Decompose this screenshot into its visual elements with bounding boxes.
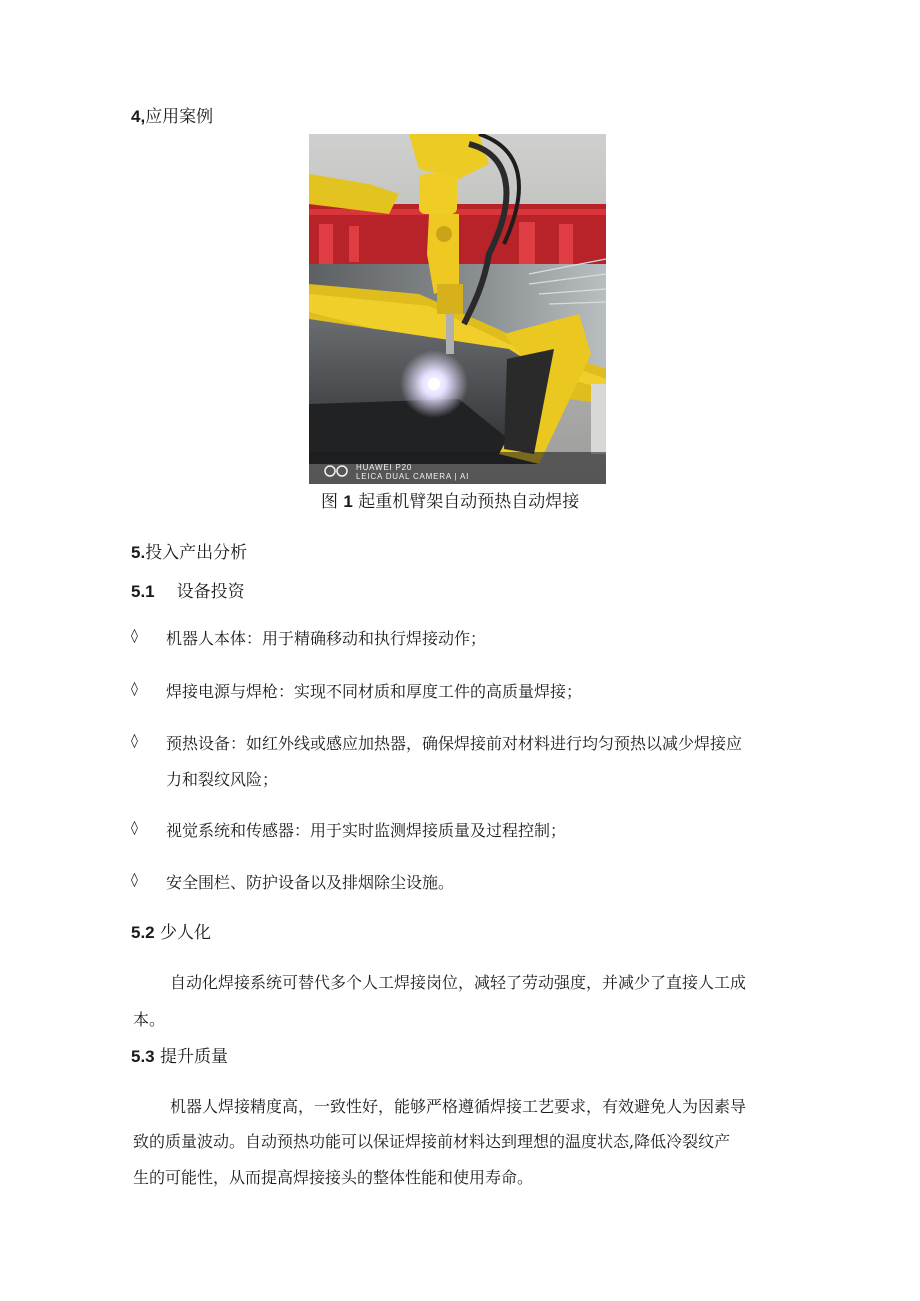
list-item: 安全围栏、防护设备以及排烟除尘设施。: [166, 873, 455, 892]
section-title: 设备投资: [176, 582, 245, 602]
section-title: 少人化: [160, 923, 212, 943]
figure-caption: [321, 487, 579, 512]
caption-text: 起重机臂架自动预热自动焊接: [358, 492, 580, 512]
section-number: 4,: [131, 107, 146, 126]
section-number: 5.: [131, 543, 146, 562]
section-5-2-heading: [131, 918, 211, 943]
section-5-1-heading: [131, 577, 245, 602]
bullet-icon: ◊: [131, 628, 138, 644]
list-item-continuation: 力和裂纹风险；: [166, 770, 279, 789]
section-title: 投入产出分析: [145, 543, 248, 563]
watermark-line-2: LEICA DUAL CAMERA | AI: [356, 472, 470, 481]
caption-prefix: 图: [321, 492, 338, 512]
section-5-heading: [131, 538, 247, 563]
section-number: 5.1: [131, 582, 155, 601]
list-item: 预热设备：如红外线或感应加热器，确保焊接前对材料进行均匀预热以减少焊接应: [166, 734, 743, 753]
section-4-heading: [131, 102, 213, 127]
paragraph-line: 自动化焊接系统可替代多个人工焊接岗位，减轻了劳动强度，并减少了直接人工成: [170, 973, 747, 992]
paragraph-line: 致的质量波动。自动预热功能可以保证焊接前材料达到理想的温度状态,降低冷裂纹产: [133, 1132, 731, 1151]
section-title: 应用案例: [145, 107, 214, 127]
robot-welding-illustration: [309, 134, 606, 484]
caption-number: 1: [343, 492, 353, 511]
paragraph-line: 本。: [133, 1010, 166, 1029]
figure-photo-welding-robot: [309, 134, 606, 484]
bullet-icon: ◊: [131, 820, 138, 836]
section-5-3-heading: [131, 1042, 228, 1067]
section-title: 提升质量: [160, 1047, 229, 1067]
list-item: 机器人本体：用于精确移动和执行焊接动作；: [166, 629, 487, 648]
list-item: 视觉系统和传感器：用于实时监测焊接质量及过程控制；: [166, 821, 567, 840]
bullet-icon: ◊: [131, 872, 138, 888]
section-number: 5.2: [131, 923, 155, 942]
watermark-line-1: HUAWEI P20: [356, 463, 413, 472]
bullet-icon: ◊: [131, 733, 138, 749]
paragraph-line: 生的可能性，从而提高焊接接头的整体性能和使用寿命。: [133, 1168, 534, 1187]
section-number: 5.3: [131, 1047, 155, 1066]
list-item: 焊接电源与焊枪：实现不同材质和厚度工件的高质量焊接；: [166, 682, 583, 701]
photo-watermark: [356, 463, 469, 481]
paragraph-line: 机器人焊接精度高，一致性好，能够严格遵循焊接工艺要求，有效避免人为因素导: [170, 1097, 747, 1116]
bullet-icon: ◊: [131, 681, 138, 697]
